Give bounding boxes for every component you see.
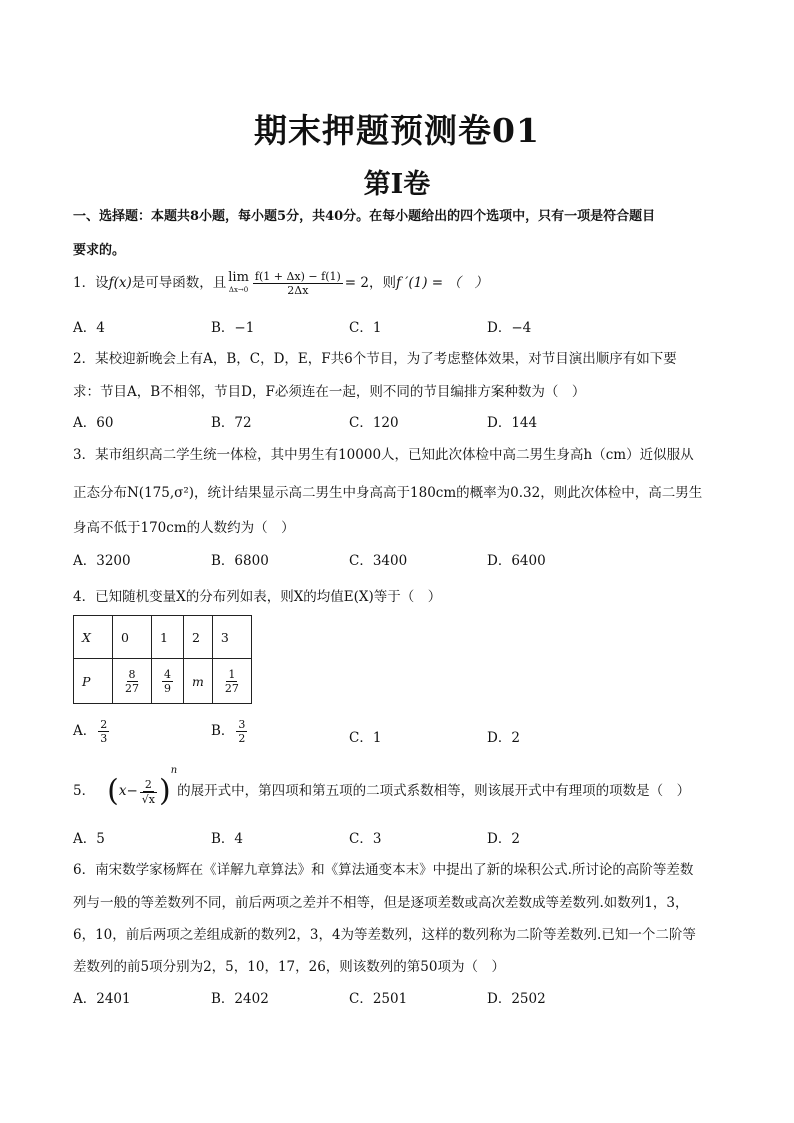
q6-line-4: 差数列的前5项分别为2，5，10，17，26，则该数列的第50项为（ ） — [73, 959, 505, 975]
q2-option-b[interactable]: B．72 — [211, 415, 252, 431]
q6-option-b[interactable]: B．2402 — [211, 991, 269, 1007]
q4-line-1: 4．已知随机变量X的分布列如表，则X的均值E(X)等于（ ） — [73, 589, 442, 605]
table-cell: $\frac{1}{27}$ — [212, 659, 251, 704]
q6-option-d[interactable]: D．2502 — [487, 991, 546, 1007]
q2-option-d[interactable]: D．144 — [487, 415, 538, 431]
q6-line-3: 6，10，前后两项之差组成新的数列2，3，4为等差数列，这样的数列称为二阶等差数列.已知一个二阶等 — [73, 927, 696, 943]
table-cell: 3 — [212, 616, 251, 659]
table-cell: m — [184, 659, 213, 704]
q1-lead: 1．设 — [73, 275, 109, 291]
q3-option-b[interactable]: B．6800 — [211, 553, 269, 569]
q4-option-c[interactable]: C．1 — [349, 730, 382, 746]
q3-line-2: 正态分布N(175,σ²)，统计结果显示高二男生中身高高于180cm的概率为0.32，则此次体检中，高二男生 — [73, 485, 703, 501]
q5-option-a[interactable]: A．5 — [73, 831, 105, 847]
q6-line-2: 列与一般的等差数列不同，前后两项之差并不相等，但是逐项差数或高次差数成等差数列.如数列1，3， — [73, 895, 689, 911]
q5-option-b[interactable]: B．4 — [211, 831, 244, 847]
q5-lead: 5． — [73, 783, 96, 799]
section-line-1: 一、选择题：本题共8小题，每小题5分，共40分。在每小题给出的四个选项中，只有一项是符合题目 — [73, 209, 656, 224]
table-cell: 0 — [113, 616, 152, 659]
q1-fraction: $\frac{f(1 + \Delta x) - f(1)}{2\Delta x}$ — [254, 270, 341, 297]
q1-option-b[interactable]: B．−1 — [211, 320, 255, 336]
table-row — [74, 659, 252, 704]
q6-option-c[interactable]: C．2501 — [349, 991, 408, 1007]
q3-option-a[interactable]: A．3200 — [73, 553, 131, 569]
page-title: 期末押题预测卷01 — [254, 111, 540, 150]
distribution-table — [73, 615, 252, 704]
q6-line-1: 6．南宋数学家杨辉在《详解九章算法》和《算法通变本末》中提出了新的垛积公式.所讨论的高阶等差数 — [73, 862, 694, 878]
q2-option-a[interactable]: A．60 — [73, 415, 114, 431]
table-cell: $\frac{8}{27}$ — [113, 659, 152, 704]
q1-derivative: f ′(1) = （ ） — [395, 275, 488, 291]
question-5 — [73, 765, 690, 807]
q4-option-a[interactable]: A． $\frac{2}{3}$ — [73, 718, 108, 745]
q2-option-c[interactable]: C．120 — [349, 415, 399, 431]
q2-line-2: 求：节目A，B不相邻，节目D，F必须连在一起，则不同的节目编排方案种数为（ ） — [73, 384, 586, 400]
section-line-2: 要求的。 — [73, 243, 126, 258]
q1-fx: f(x) — [108, 275, 132, 291]
q1-option-d[interactable]: D．−4 — [487, 320, 532, 336]
q5-expression: (x− $\frac{2}{√x}$ )$^n$ — [107, 765, 178, 809]
q3-line-3: 身高不低于170cm的人数约为（ ） — [73, 520, 295, 536]
q3-option-d[interactable]: D．6400 — [487, 553, 546, 569]
q5-text: 的展开式中，第四项和第五项的二项式系数相等，则该展开式中有理项的项数是（ ） — [177, 783, 691, 799]
q1-option-c[interactable]: C．1 — [349, 320, 382, 336]
q3-line-1: 3．某市组织高二学生统一体检，其中男生有10000人，已知此次体检中高二男生身高h（cm）近似服从 — [73, 447, 694, 463]
table-cell: $\frac{4}{9}$ — [152, 659, 184, 704]
page-subtitle: 第I卷 — [363, 169, 431, 200]
question-1 — [73, 270, 488, 297]
q1-equals: = 2，则 — [344, 275, 396, 291]
table-row — [74, 616, 252, 659]
q2-line-1: 2．某校迎新晚会上有A，B，C，D，E，F共6个节目，为了考虑整体效果，对节目演出顺序有如下要 — [73, 351, 677, 367]
q4-option-d[interactable]: D．2 — [487, 730, 520, 746]
table-cell: X — [74, 616, 113, 659]
q1-limit: lim Δx→0 — [228, 269, 249, 294]
section-instructions — [73, 200, 733, 268]
table-cell: P — [74, 659, 113, 704]
q5-option-c[interactable]: C．3 — [349, 831, 382, 847]
q1-text: 是可导函数，且 — [131, 275, 227, 291]
q6-option-a[interactable]: A．2401 — [73, 991, 131, 1007]
q3-option-c[interactable]: C．3400 — [349, 553, 408, 569]
table-cell: 2 — [184, 616, 213, 659]
q5-option-d[interactable]: D．2 — [487, 831, 520, 847]
table-cell: 1 — [152, 616, 184, 659]
q1-option-a[interactable]: A．4 — [73, 320, 105, 336]
q4-option-b[interactable]: B． $\frac{3}{2}$ — [211, 718, 246, 745]
